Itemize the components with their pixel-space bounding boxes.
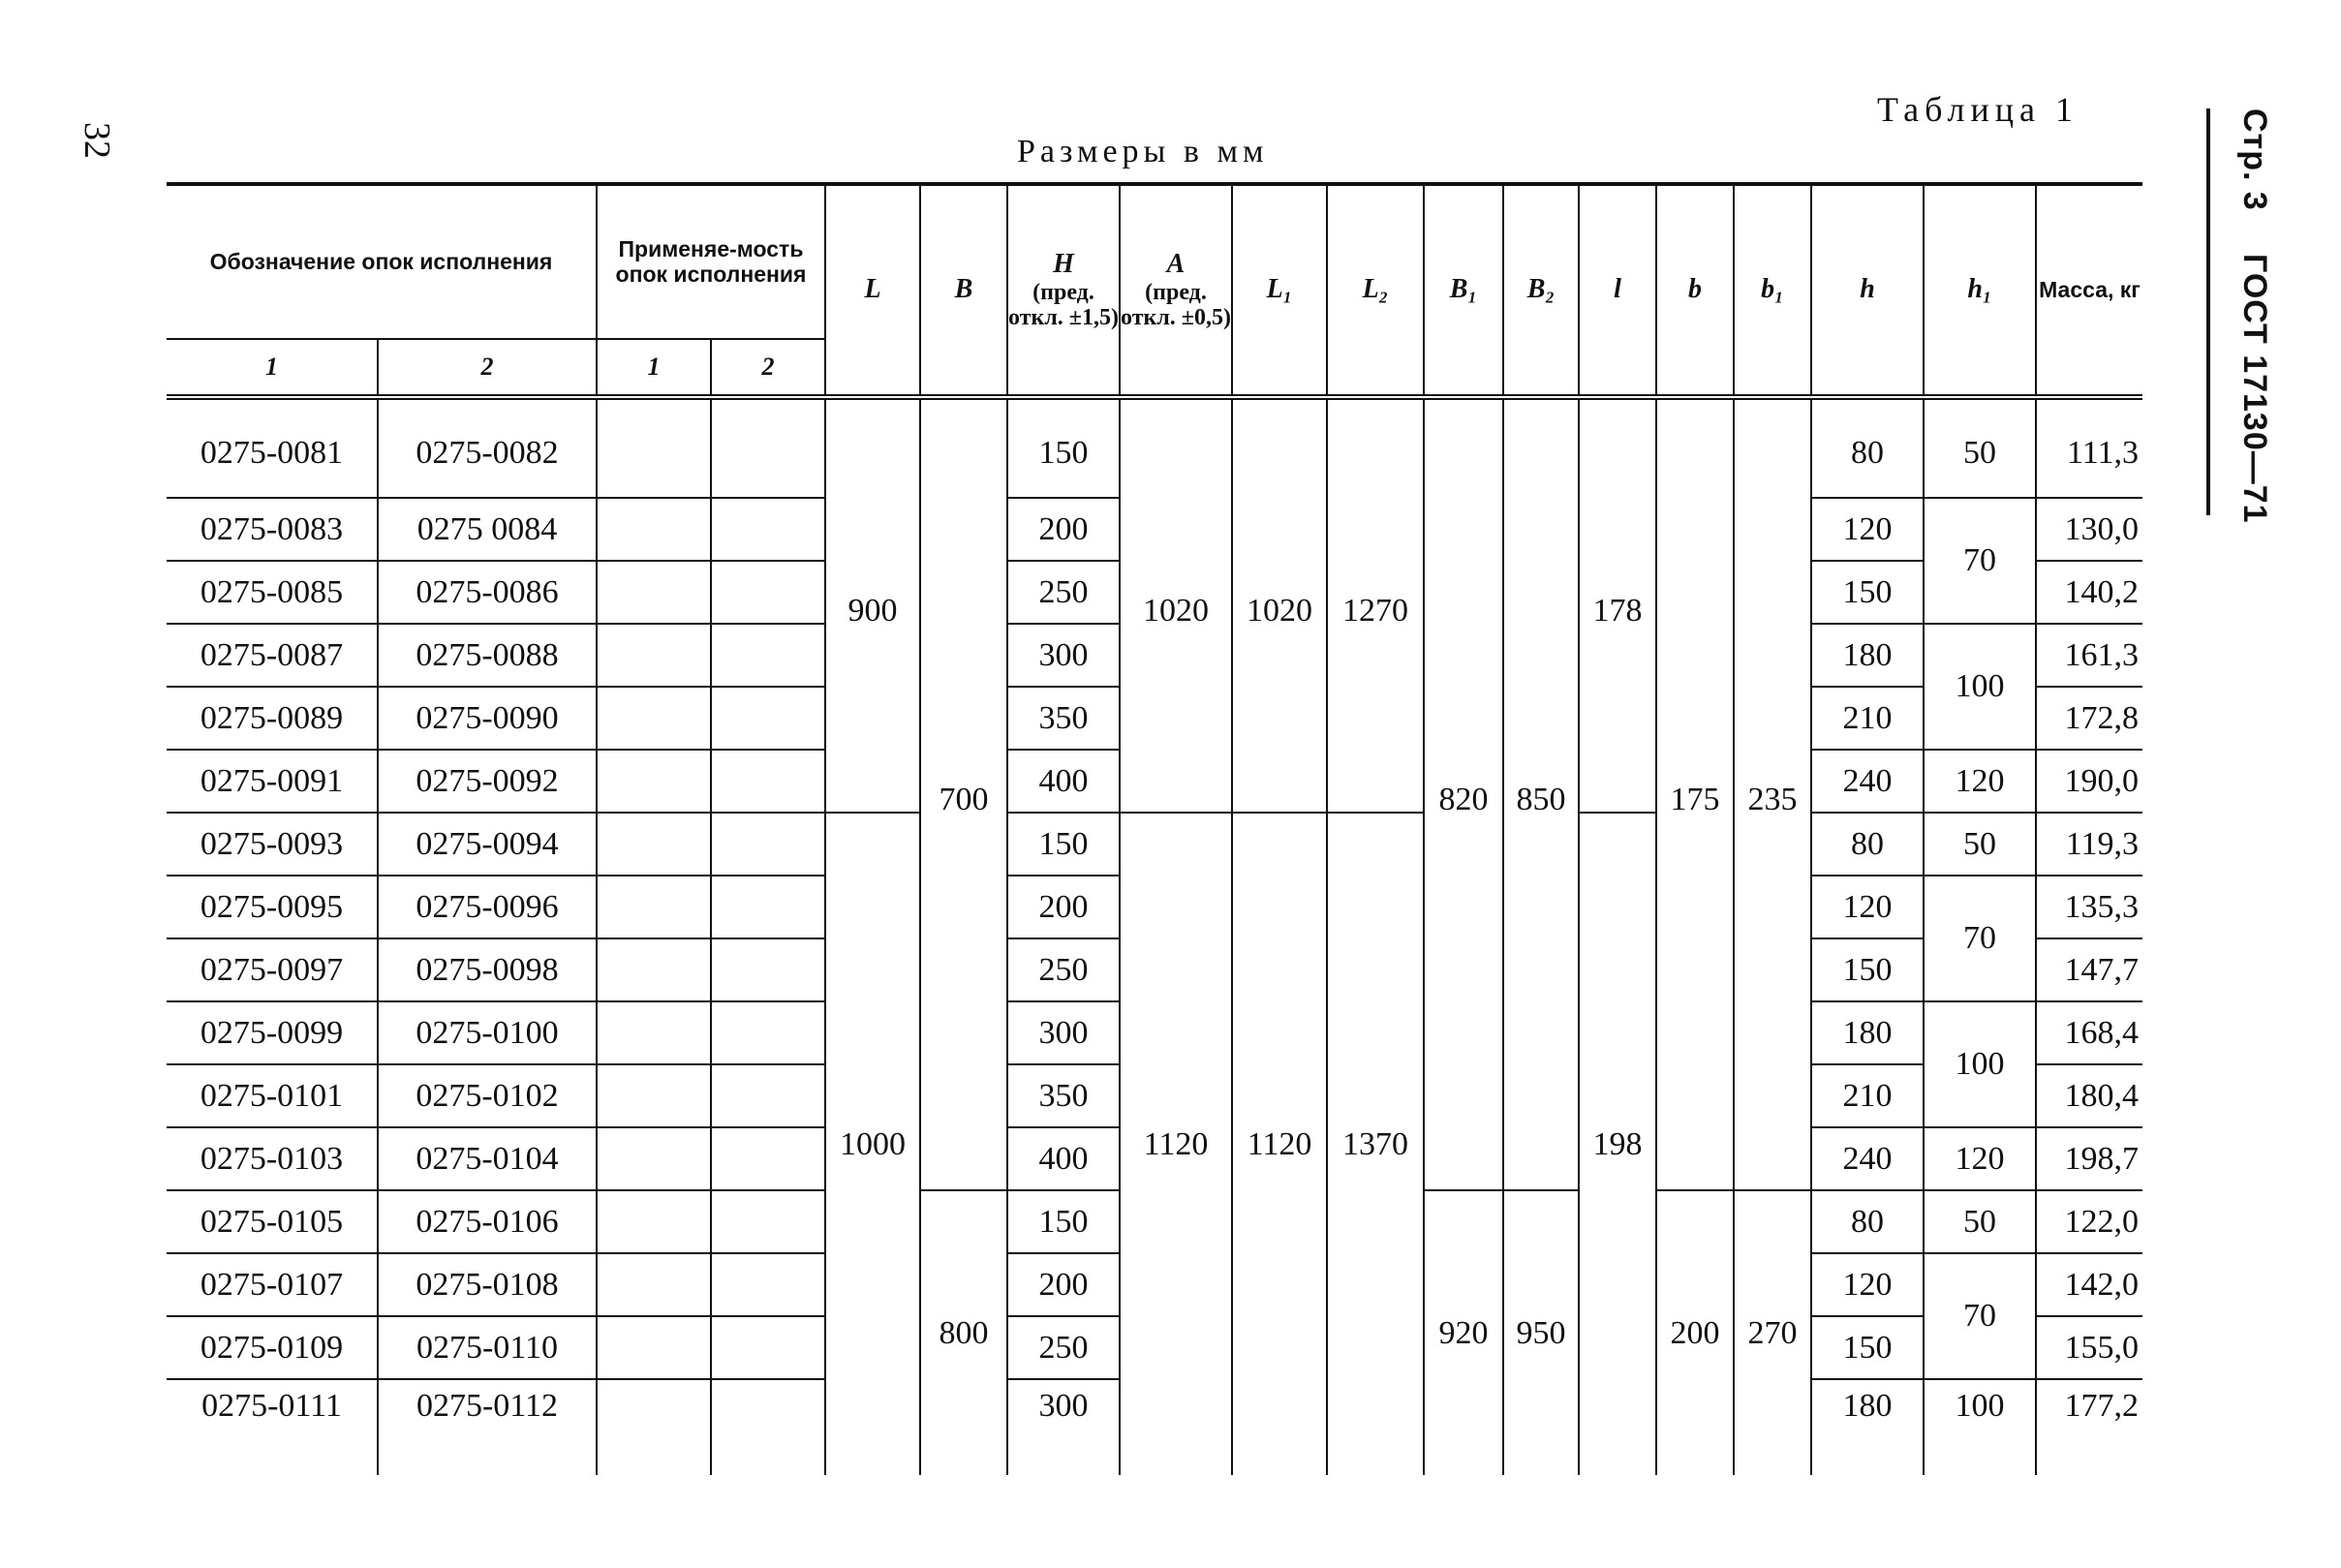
cell-designation-1: 0275-0087 [167, 624, 378, 687]
cell-designation-1: 0275-0081 [167, 397, 378, 498]
cell-designation-1: 0275-0095 [167, 876, 378, 938]
cell-h: 210 [1811, 1064, 1924, 1127]
cell-h: 80 [1811, 397, 1924, 498]
cell-l-group: 1000 [825, 813, 920, 1475]
header-B2: B₂ [1503, 184, 1579, 397]
table-body [167, 397, 2142, 1475]
cell-designation-2: 0275-0112 [378, 1379, 597, 1475]
page-number: 32 [77, 122, 117, 159]
header-L1: L₁ [1232, 184, 1327, 397]
header-b: b [1656, 184, 1734, 397]
cell-applicability-2 [711, 938, 825, 1001]
cell-applicability-2 [711, 397, 825, 498]
cell-b-group: 700 [920, 397, 1007, 1190]
cell-h1: 50 [1924, 397, 2036, 498]
cell-applicability-1 [597, 938, 711, 1001]
cell-applicability-2 [711, 1190, 825, 1253]
cell-b2-group: 950 [1503, 1190, 1579, 1475]
header-A-symbol: A [1166, 248, 1186, 279]
cell-mass: 190,0 [2036, 750, 2142, 813]
header-H-symbol: H [1053, 248, 1074, 279]
cell-applicability-1 [597, 624, 711, 687]
cell-mass: 168,4 [2036, 1001, 2142, 1064]
cell-applicability-2 [711, 498, 825, 561]
cell-applicability-2 [711, 1253, 825, 1316]
cell-designation-2: 0275-0088 [378, 624, 597, 687]
cell-designation-1: 0275-0107 [167, 1253, 378, 1316]
cell-designation-1: 0275-0083 [167, 498, 378, 561]
cell-h1: 70 [1924, 498, 2036, 624]
cell-applicability-1 [597, 1064, 711, 1127]
cell-designation-1: 0275-0093 [167, 813, 378, 876]
header-applicability-2: 2 [711, 339, 825, 397]
cell-h1: 100 [1924, 1001, 2036, 1127]
cell-h: 150 [1811, 1316, 1924, 1379]
cell-applicability-1 [597, 498, 711, 561]
cell-mass: 147,7 [2036, 938, 2142, 1001]
cell-applicability-2 [711, 624, 825, 687]
cell-designation-1: 0275-0085 [167, 561, 378, 624]
cell-mass: 198,7 [2036, 1127, 2142, 1190]
cell-mass: 172,8 [2036, 687, 2142, 750]
cell-applicability-1 [597, 687, 711, 750]
cell-h: 120 [1811, 1253, 1924, 1316]
cell-H: 250 [1007, 938, 1120, 1001]
cell-b1-group: 270 [1734, 1190, 1811, 1475]
cell-applicability-2 [711, 561, 825, 624]
header-B: B [920, 184, 1007, 397]
cell-applicability-1 [597, 876, 711, 938]
cell-H: 300 [1007, 1379, 1120, 1475]
cell-h: 120 [1811, 498, 1924, 561]
cell-applicability-1 [597, 1316, 711, 1379]
cell-h: 80 [1811, 1190, 1924, 1253]
header-L2: L₂ [1327, 184, 1424, 397]
cell-a-group: 1120 [1120, 813, 1232, 1475]
cell-designation-1: 0275-0097 [167, 938, 378, 1001]
cell-applicability-1 [597, 1379, 711, 1475]
cell-mass: 122,0 [2036, 1190, 2142, 1253]
cell-designation-1: 0275-0089 [167, 687, 378, 750]
cell-designation-2: 0275-0096 [378, 876, 597, 938]
cell-designation-2: 0275-0100 [378, 1001, 597, 1064]
cell-applicability-1 [597, 561, 711, 624]
cell-h1: 70 [1924, 876, 2036, 1001]
cell-H: 200 [1007, 1253, 1120, 1316]
cell-l1-group: 1020 [1232, 397, 1327, 813]
cell-h: 150 [1811, 561, 1924, 624]
cell-h: 150 [1811, 938, 1924, 1001]
header-L: L [825, 184, 920, 397]
cell-mass: 155,0 [2036, 1316, 2142, 1379]
cell-applicability-1 [597, 813, 711, 876]
cell-designation-1: 0275-0111 [201, 1388, 342, 1424]
cell-applicability-2 [711, 687, 825, 750]
cell-H: 300 [1007, 1001, 1120, 1064]
cell-b1-group: 235 [1734, 397, 1811, 1190]
cell-designation-2: 0275-0102 [378, 1064, 597, 1127]
cell-h: 180 [1811, 1379, 1924, 1475]
cell-H: 250 [1007, 561, 1120, 624]
cell-H: 350 [1007, 1064, 1120, 1127]
header-l: l [1579, 184, 1656, 397]
cell-designation-2: 0275-0104 [378, 1127, 597, 1190]
cell-designation-2: 0275-0094 [378, 813, 597, 876]
cell-designation-2: 0275-0092 [378, 750, 597, 813]
dimensions-table [167, 182, 2142, 1475]
cell-h1: 120 [1924, 750, 2036, 813]
cell-H: 400 [1007, 750, 1120, 813]
cell-designation-2: 0275-0086 [378, 561, 597, 624]
cell-l-group: 900 [825, 397, 920, 813]
cell-b1-group: 920 [1424, 1190, 1503, 1475]
cell-h1: 100 [1924, 624, 2036, 750]
header-A [1120, 184, 1232, 397]
header-h1: h₁ [1924, 184, 2036, 397]
cell-H: 300 [1007, 624, 1120, 687]
table-row [167, 397, 2142, 498]
cell-b-group: 800 [920, 1190, 1007, 1475]
cell-applicability-1 [597, 750, 711, 813]
cell-mass: 119,3 [2036, 813, 2142, 876]
cell-applicability-2 [711, 1127, 825, 1190]
cell-h1: 120 [1924, 1127, 2036, 1190]
cell-mass: 161,3 [2036, 624, 2142, 687]
cell-l1-group: 1120 [1232, 813, 1327, 1475]
cell-b1-group: 820 [1424, 397, 1503, 1190]
cell-designation-2: 0275-0082 [378, 397, 597, 498]
header-mass: Масса, кг [2036, 184, 2142, 397]
cell-designation-1: 0275-0101 [167, 1064, 378, 1127]
cell-designation-2: 0275-0106 [378, 1190, 597, 1253]
header-applicability-1: 1 [597, 339, 711, 397]
cell-mass: 142,0 [2036, 1253, 2142, 1316]
cell-mass: 140,2 [2036, 561, 2142, 624]
table-row [167, 813, 2142, 876]
cell-h: 180 [1811, 624, 1924, 687]
cell-h: 120 [1811, 876, 1924, 938]
cell-h: 180 [1811, 1001, 1924, 1064]
cell-h: 240 [1811, 1127, 1924, 1190]
cell-applicability-1 [597, 1253, 711, 1316]
table-header [167, 184, 2142, 397]
header-designation: Обозначение опок исполнения [167, 184, 597, 339]
table-subtitle: Размеры в мм [1017, 134, 1269, 169]
cell-H: 350 [1007, 687, 1120, 750]
table-container [167, 182, 2142, 1475]
cell-designation-1: 0275-0099 [167, 1001, 378, 1064]
cell-designation-1: 0275-0091 [167, 750, 378, 813]
cell-designation-2: 0275-0108 [378, 1253, 597, 1316]
cell-h1: 50 [1924, 813, 2036, 876]
cell-H: 150 [1007, 1190, 1120, 1253]
cell-applicability-2 [711, 750, 825, 813]
cell-a-group: 1020 [1120, 397, 1232, 813]
side-label [2235, 108, 2273, 524]
cell-applicability-2 [711, 1001, 825, 1064]
cell-b-group: 175 [1656, 397, 1734, 1190]
header-designation-1: 1 [265, 352, 278, 381]
cell-b-group: 200 [1656, 1190, 1734, 1475]
cell-l2-group: 1270 [1327, 397, 1424, 813]
cell-mass: 135,3 [2036, 876, 2142, 938]
cell-mass: 177,2 [2036, 1379, 2142, 1475]
cell-mass: 111,3 [2036, 397, 2142, 498]
cell-designation-2: 0275-0098 [378, 938, 597, 1001]
cell-H: 200 [1007, 876, 1120, 938]
cell-h1: 100 [1924, 1379, 2036, 1475]
cell-designation-1: 0275-0109 [167, 1316, 378, 1379]
cell-h: 240 [1811, 750, 1924, 813]
header-B1: B₁ [1424, 184, 1503, 397]
header-H [1007, 184, 1120, 397]
cell-applicability-2 [711, 1379, 825, 1475]
cell-l-group: 178 [1579, 397, 1656, 813]
cell-H: 400 [1007, 1127, 1120, 1190]
cell-H: 150 [1007, 813, 1120, 876]
header-designation-2: 2 [378, 339, 597, 397]
cell-h: 80 [1811, 813, 1924, 876]
cell-applicability-1 [597, 397, 711, 498]
cell-H: 250 [1007, 1316, 1120, 1379]
cell-designation-2: 0275-0090 [378, 687, 597, 750]
header-applicability: Применяе-мость опок исполнения [597, 184, 825, 339]
cell-h: 210 [1811, 687, 1924, 750]
cell-applicability-2 [711, 1064, 825, 1127]
cell-applicability-1 [597, 1190, 711, 1253]
header-H-note: (пред. откл. ±1,5) [1008, 279, 1119, 330]
cell-H: 200 [1007, 498, 1120, 561]
cell-applicability-1 [597, 1001, 711, 1064]
cell-l2-group: 1370 [1327, 813, 1424, 1475]
cell-applicability-2 [711, 876, 825, 938]
side-label-page: Стр. 3 [2236, 108, 2273, 211]
table-title: Таблица 1 [1877, 90, 2079, 129]
cell-mass: 130,0 [2036, 498, 2142, 561]
cell-applicability-2 [711, 813, 825, 876]
cell-designation-1: 0275-0105 [167, 1190, 378, 1253]
cell-h1: 70 [1924, 1253, 2036, 1379]
header-b1: b₁ [1734, 184, 1811, 397]
cell-h1: 50 [1924, 1190, 2036, 1253]
side-label-standard: ГОСТ 17130—71 [2236, 254, 2273, 524]
cell-b2-group: 850 [1503, 397, 1579, 1190]
header-h: h [1811, 184, 1924, 397]
cell-designation-1: 0275-0103 [167, 1127, 378, 1190]
cell-applicability-2 [711, 1316, 825, 1379]
side-rule [2206, 108, 2210, 515]
cell-mass: 180,4 [2036, 1064, 2142, 1127]
cell-designation-2: 0275 0084 [378, 498, 597, 561]
header-A-note: (пред. откл. ±0,5) [1121, 279, 1231, 330]
cell-designation-2: 0275-0110 [378, 1316, 597, 1379]
cell-l-group: 198 [1579, 813, 1656, 1475]
cell-applicability-1 [597, 1127, 711, 1190]
cell-H: 150 [1007, 397, 1120, 498]
